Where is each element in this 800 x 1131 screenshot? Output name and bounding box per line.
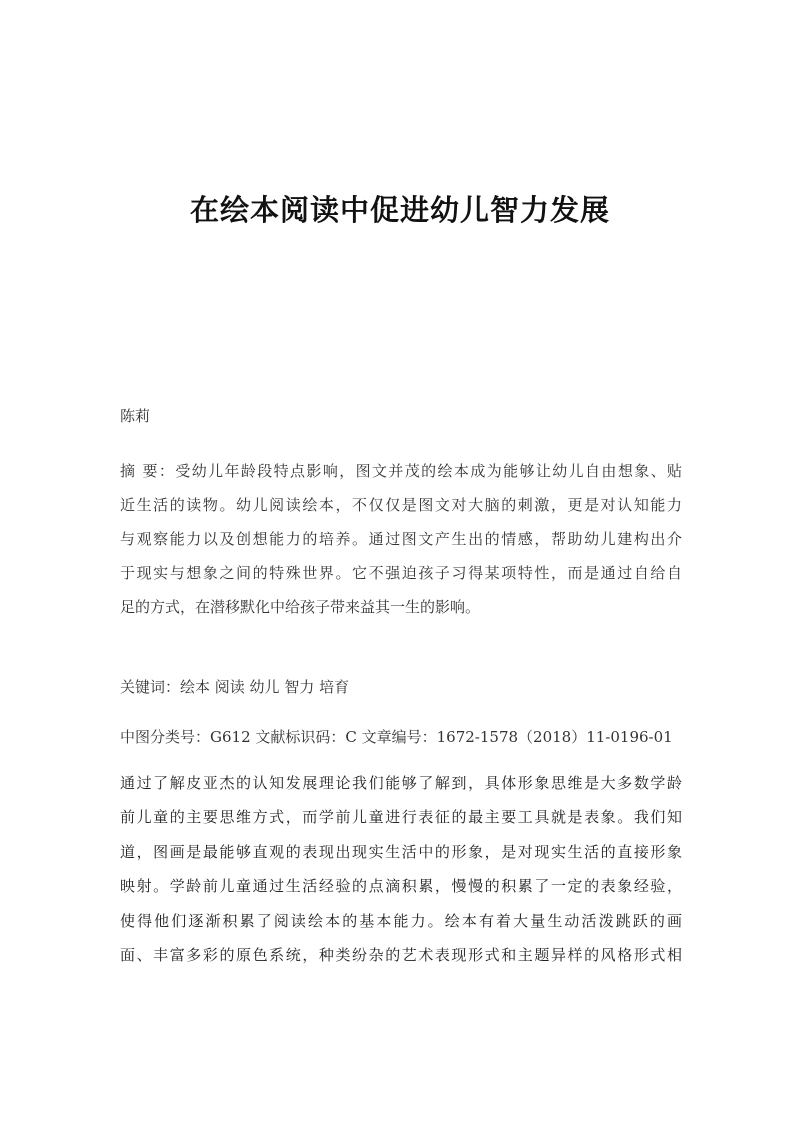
author-name: 陈莉 — [120, 407, 151, 425]
abstract-label: 摘 要： — [120, 462, 176, 480]
classification-info: 中图分类号：G612 文献标识码：C 文章编号：1672-1578（2018）11-0196-01 — [120, 728, 673, 746]
body-line: 前儿童的主要思维方式，而学前儿童进行表征的最主要工具就是表象。我们知 — [120, 808, 682, 827]
abstract-line: 摘 要：受幼儿年龄段特点影响，图文并茂的绘本成为能够让幼儿自由想象、贴 — [120, 462, 682, 480]
paper-title: 在绘本阅读中促进幼儿智力发展 — [189, 193, 610, 227]
body-paragraph — [120, 766, 682, 972]
abstract — [120, 454, 682, 624]
abstract-line: 于现实与想象之间的特殊世界。它不强迫孩子习得某项特性，而是通过自给自 — [120, 564, 682, 582]
keywords — [120, 670, 682, 704]
abstract-line: 与观察能力以及创想能力的培养。通过图文产生出的情感，帮助幼儿建构出介 — [120, 530, 682, 548]
body-line: 通过了解皮亚杰的认知发展理论我们能够了解到，具体形象思维是大多数学龄 — [120, 774, 682, 792]
body-line: 使得他们逐渐积累了阅读绘本的基本能力。绘本有着大量生动活泼跳跃的画 — [120, 911, 682, 930]
body-line: 映射。学龄前儿童通过生活经验的点滴积累，慢慢的积累了一定的表象经验， — [120, 877, 682, 896]
abstract-line: 近生活的读物。幼儿阅读绘本，不仅仅是图文对大脑的刺激，更是对认知能力 — [120, 496, 682, 514]
keywords-label: 关键词： — [120, 678, 181, 696]
body-line: 面、丰富多彩的原色系统，种类纷杂的艺术表现形式和主题异样的风格形式相 — [120, 946, 682, 965]
keywords-value: 绘本 阅读 幼儿 智力 培育 — [180, 678, 350, 696]
abstract-line: 足的方式，在潜移默化中给孩子带来益其一生的影响。 — [120, 598, 481, 616]
body-line: 道，图画是最能够直观的表现出现实生活中的形象，是对现实生活的直接形象 — [120, 842, 682, 861]
